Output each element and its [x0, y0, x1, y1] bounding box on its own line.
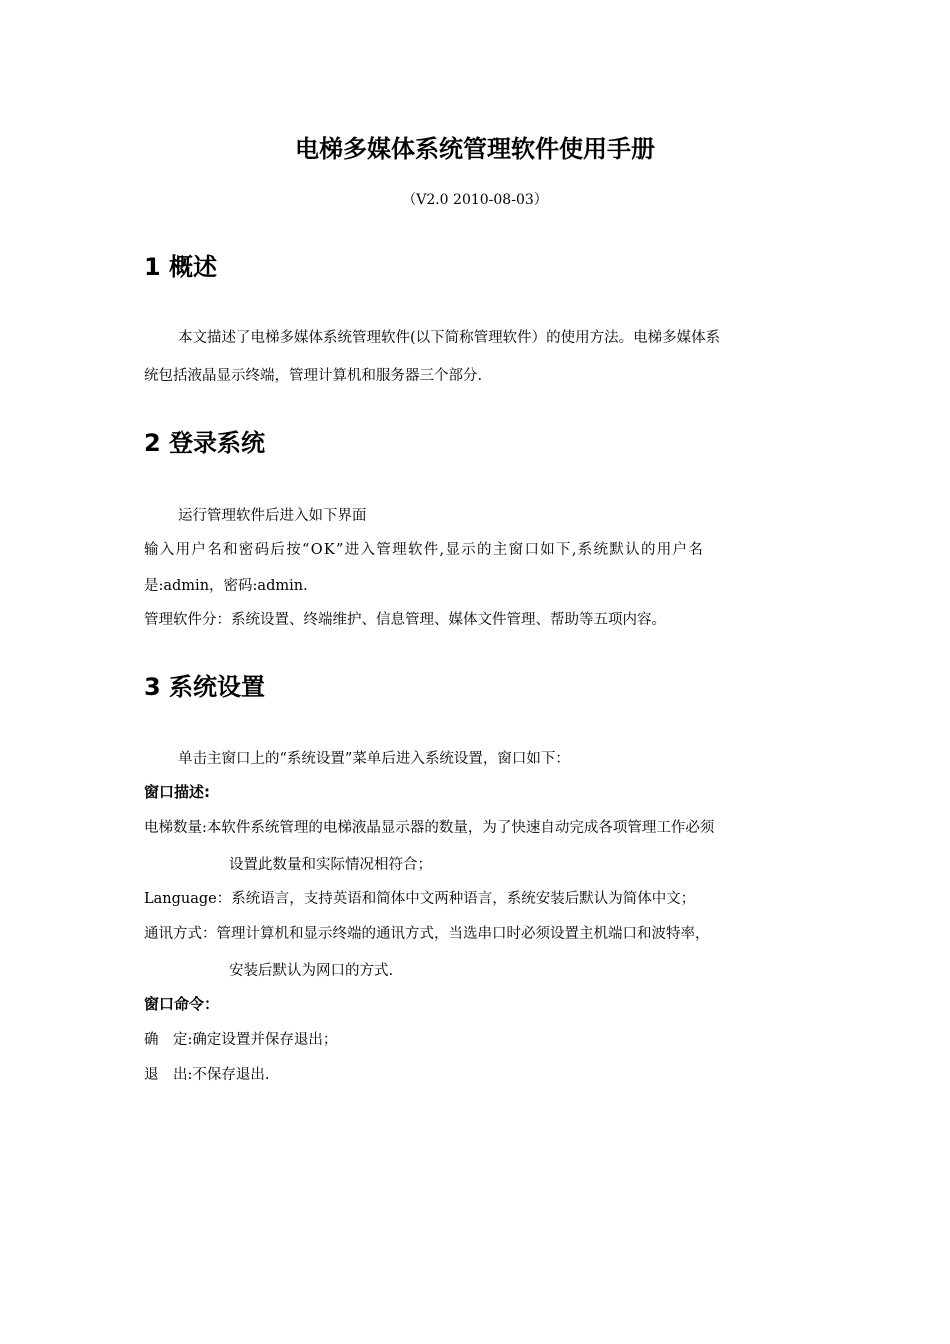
- section-3-heading: 3 系统设置: [144, 673, 266, 701]
- section-2-line-2: 输入用户名和密码后按“OK”进入管理软件,显示的主窗口如下,系统默认的用户名: [144, 542, 705, 558]
- section-2-line-4: 管理软件分：系统设置、终端维护、信息管理、媒体文件管理、帮助等五项内容。: [144, 612, 666, 628]
- desc-language: Language：系统语言，支持英语和简体中文两种语言，系统安装后默认为简体中文；: [144, 891, 696, 907]
- desc-elevator-count-line-2: 设置此数量和实际情况相符合；: [229, 857, 432, 873]
- desc-comm-mode-line-1: 通讯方式：管理计算机和显示终端的通讯方式，当选串口时必须设置主机端口和波特率，: [144, 926, 710, 942]
- document-version: （V2.0 2010-08-03）: [402, 192, 548, 208]
- section-2-line-3: 是:admin，密码:admin.: [144, 578, 308, 594]
- window-description-label: 窗口描述:: [144, 783, 210, 801]
- section-1-heading: 1 概述: [144, 253, 218, 281]
- command-exit: 退 出:不保存退出.: [144, 1067, 270, 1083]
- section-1-paragraph-line-2: 统包括液晶显示终端，管理计算机和服务器三个部分.: [144, 368, 483, 384]
- section-2-heading: 2 登录系统: [144, 429, 266, 457]
- command-ok: 确 定:确定设置并保存退出；: [144, 1032, 338, 1048]
- desc-elevator-count-line-1: 电梯数量:本软件系统管理的电梯液晶显示器的数量，为了快速自动完成各项管理工作必须: [144, 820, 715, 836]
- section-2-line-1: 运行管理软件后进入如下界面: [178, 508, 367, 524]
- section-3-intro: 单击主窗口上的“系统设置”菜单后进入系统设置，窗口如下：: [178, 751, 570, 767]
- document-title: 电梯多媒体系统管理软件使用手册: [295, 135, 655, 163]
- section-1-paragraph-line-1: 本文描述了电梯多媒体系统管理软件(以下简称管理软件）的使用方法。电梯多媒体系: [178, 330, 721, 346]
- window-commands-label: 窗口命令：: [144, 995, 220, 1013]
- desc-comm-mode-line-2: 安装后默认为网口的方式.: [229, 963, 394, 979]
